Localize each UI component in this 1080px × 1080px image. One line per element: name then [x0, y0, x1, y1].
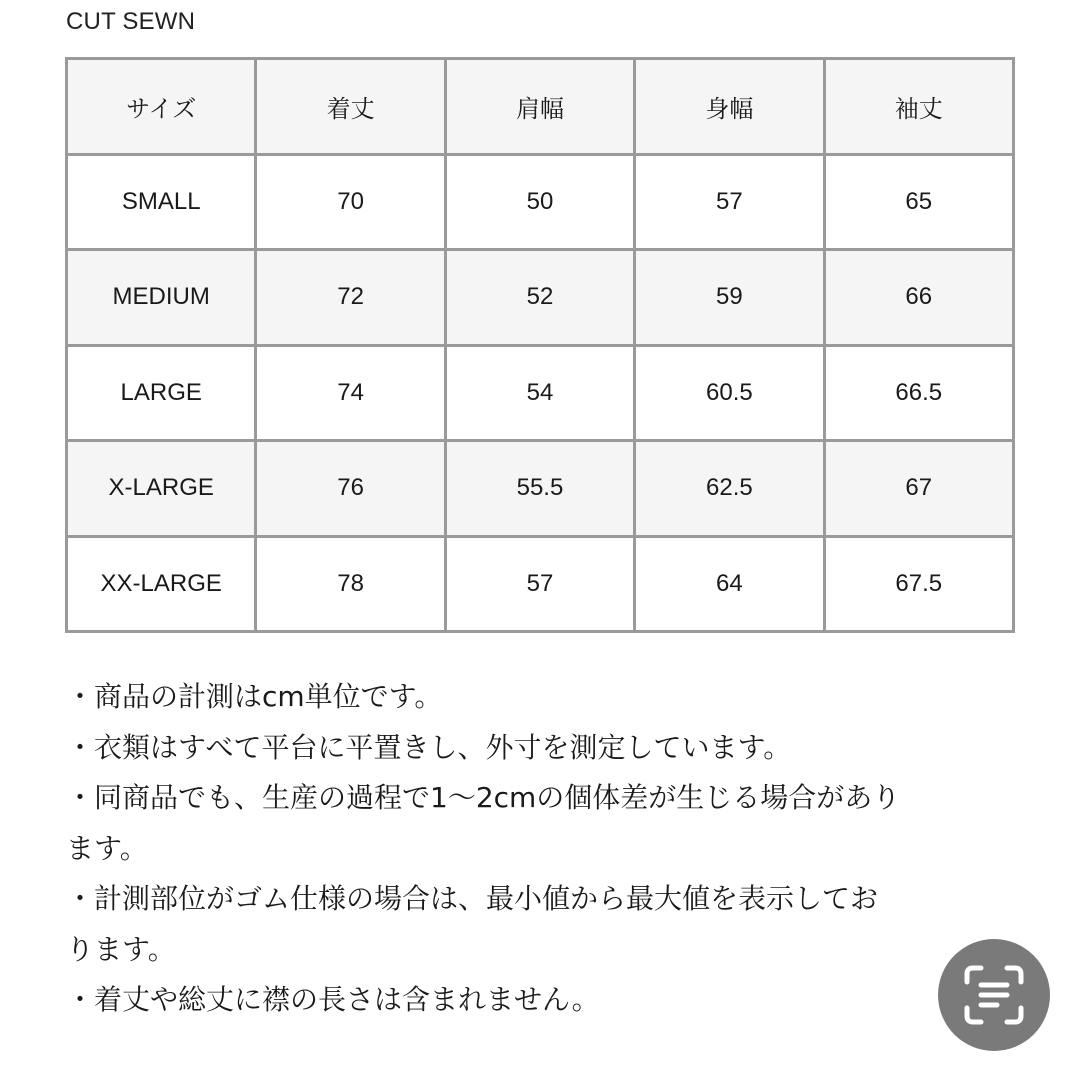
note-line: ・衣類はすべて平台に平置きし、外寸を測定しています。: [66, 730, 792, 764]
header-cell-sleeve: 袖丈: [824, 59, 1013, 155]
table-row: [67, 536, 1014, 632]
table-cell: 57: [635, 154, 824, 250]
table-cell: 67: [824, 441, 1013, 537]
table-row: [67, 441, 1014, 537]
table-cell: 67.5: [824, 536, 1013, 632]
table-cell: 66.5: [824, 345, 1013, 441]
table-cell: 74: [256, 345, 445, 441]
note-line: ります。: [66, 932, 176, 966]
note-line: ・計測部位がゴム仕様の場合は、最小値から最大値を表示してお: [66, 882, 879, 915]
header-cell-shoulder: 肩幅: [445, 59, 634, 155]
note-line: ・商品の計測はcm単位です。: [66, 680, 443, 713]
note-line: ・着丈や総丈に襟の長さは含まれません。: [66, 983, 600, 1016]
table-cell: 65: [824, 154, 1013, 250]
table-cell: 70: [256, 154, 445, 250]
table-cell: 60.5: [635, 345, 824, 441]
table-cell: 66: [824, 250, 1013, 346]
table-row: [67, 345, 1014, 441]
table-cell: 64: [635, 536, 824, 632]
table-cell: 57: [445, 536, 634, 632]
live-text-scan-button[interactable]: [938, 939, 1050, 1051]
table-cell: 76: [256, 441, 445, 537]
table-header-row: [67, 59, 1014, 155]
table-cell: 62.5: [635, 441, 824, 537]
header-cell-chest: 身幅: [635, 59, 824, 155]
table-row: [67, 154, 1014, 250]
table-cell: 54: [445, 345, 634, 441]
table-cell: X-LARGE: [67, 441, 256, 537]
table-cell: 50: [445, 154, 634, 250]
table-row: [67, 250, 1014, 346]
table-cell: MEDIUM: [67, 250, 256, 346]
table-cell: 78: [256, 536, 445, 632]
size-chart-table: [65, 57, 1015, 633]
table-cell: 52: [445, 250, 634, 346]
header-cell-length: 着丈: [256, 59, 445, 155]
table-cell: 55.5: [445, 441, 634, 537]
page-title: CUT SEWN: [66, 8, 196, 35]
measurement-notes: [66, 672, 1016, 1026]
table-cell: SMALL: [67, 154, 256, 250]
note-line: ・同商品でも、生産の過程で1〜2cmの個体差が生じる場合があり: [66, 781, 901, 814]
header-cell-size: サイズ: [67, 59, 256, 155]
table-cell: LARGE: [67, 345, 256, 441]
note-line: ます。: [66, 831, 148, 865]
table-cell: XX-LARGE: [67, 536, 256, 632]
table-cell: 72: [256, 250, 445, 346]
table-cell: 59: [635, 250, 824, 346]
text-scan-icon: [959, 960, 1029, 1030]
